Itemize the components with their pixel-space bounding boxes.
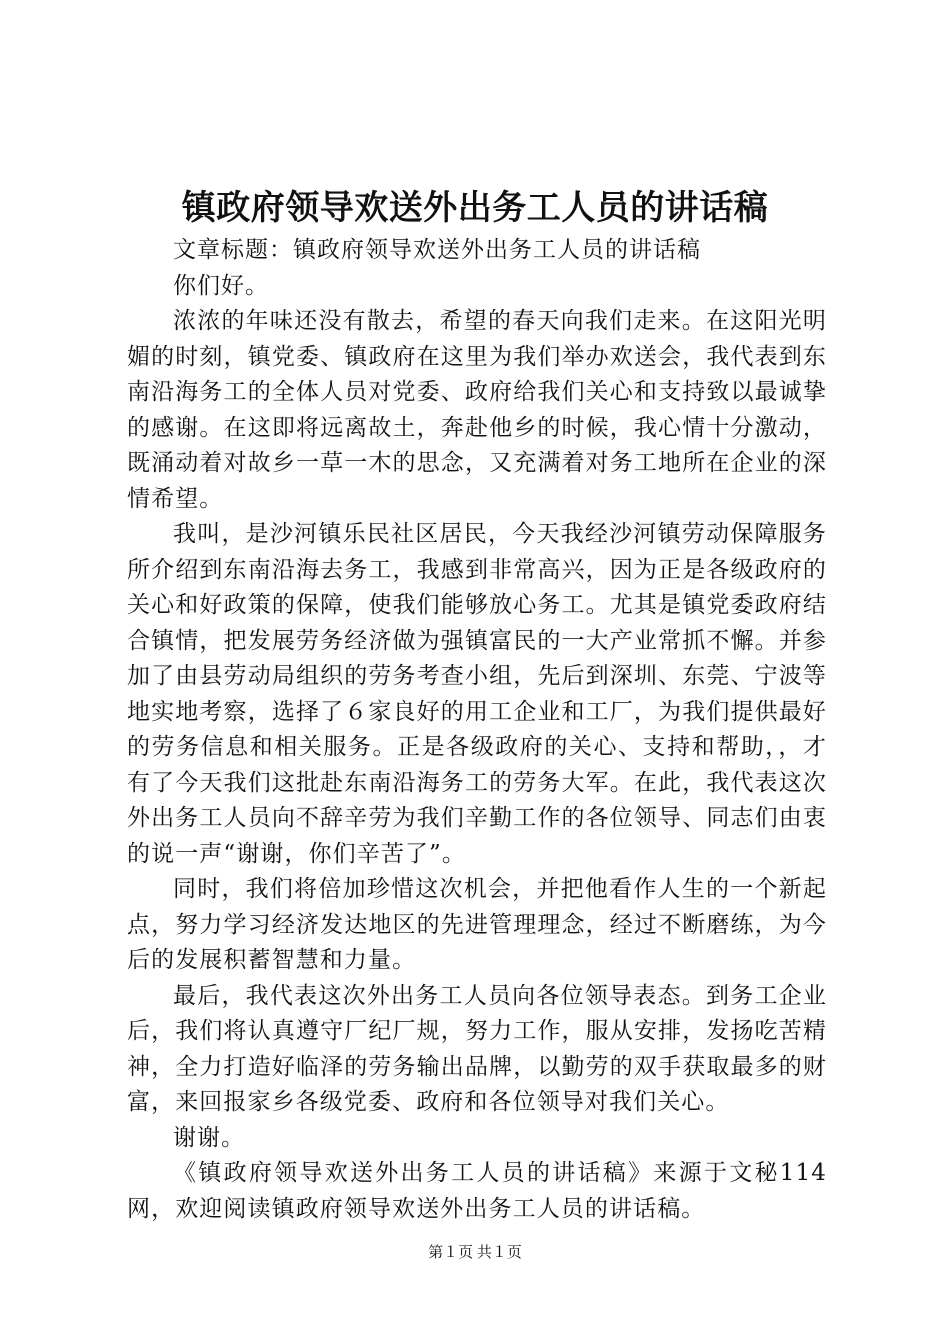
body-paragraph-1: 浓浓的年味还没有散去，希望的春天向我们走来。在这阳光明媚的时刻，镇党委、镇政府在这里为我们举办欢送会，我代表到东南沿海务工的全体人员对党委、政府给我们关心和支持致以最诚挚的感谢。在这即将远离故土，奔赴他乡的时候，我心情十分激动，既涌动着对故乡一草一木的思念，又充满着对务工地所在企业的深情希望。 xyxy=(127,308,827,512)
page-footer: 第１页 共１页 xyxy=(428,1245,522,1261)
closing-paragraph: 谢谢。 xyxy=(173,1124,245,1151)
body-paragraph-2: 我叫，是沙河镇乐民社区居民，今天我经沙河镇劳动保障服务所介绍到东南沿海去务工，我感到非常高兴，因为正是各级政府的关心和好政策的保障，使我们能够放心务工。尤其是镇党委政府结合镇情，把发展劳务经济做为强镇富民的一大产业常抓不懈。并参加了由县劳动局组织的劳务考查小组，先后到深圳、东莞、宁波等地实地考察，选择了６家良好的用工企业和工厂，为我们提供最好的劳务信息和相关服务。正是各级政府的关心、支持和帮助，，才有了今天我们这批赴东南沿海务工的劳务大军。在此，我代表这次外出务工人员向不辞辛劳为我们辛勤工作的各位领导、同志们由衷的说一声“谢谢，你们辛苦了”。 xyxy=(127,521,827,867)
source-note-paragraph: 《镇政府领导欢送外出务工人员的讲话稿》来源于文秘114网，欢迎阅读镇政府领导欢送外出务工人员的讲话稿。 xyxy=(127,1160,827,1222)
body-paragraph-4: 最后，我代表这次外出务工人员向各位领导表态。到务工企业后，我们将认真遵守厂纪厂规，努力工作，服从安排，发扬吃苦精神，全力打造好临泽的劳务输出品牌，以勤劳的双手获取最多的财富，来回报家乡各级党委、政府和各位领导对我们关心。 xyxy=(127,982,827,1115)
body-paragraph-3: 同时，我们将倍加珍惜这次机会，并把他看作人生的一个新起点，努力学习经济发达地区的先进管理理念，经过不断磨练，为今后的发展积蓄智慧和力量。 xyxy=(127,876,827,973)
document-body xyxy=(127,233,827,1227)
greeting-paragraph: 你们好。 xyxy=(173,272,269,299)
article-title-line: 文章标题：镇政府领导欢送外出务工人员的讲话稿 xyxy=(173,237,701,263)
document-title: 镇政府领导欢送外出务工人员的讲话稿 xyxy=(181,188,769,228)
